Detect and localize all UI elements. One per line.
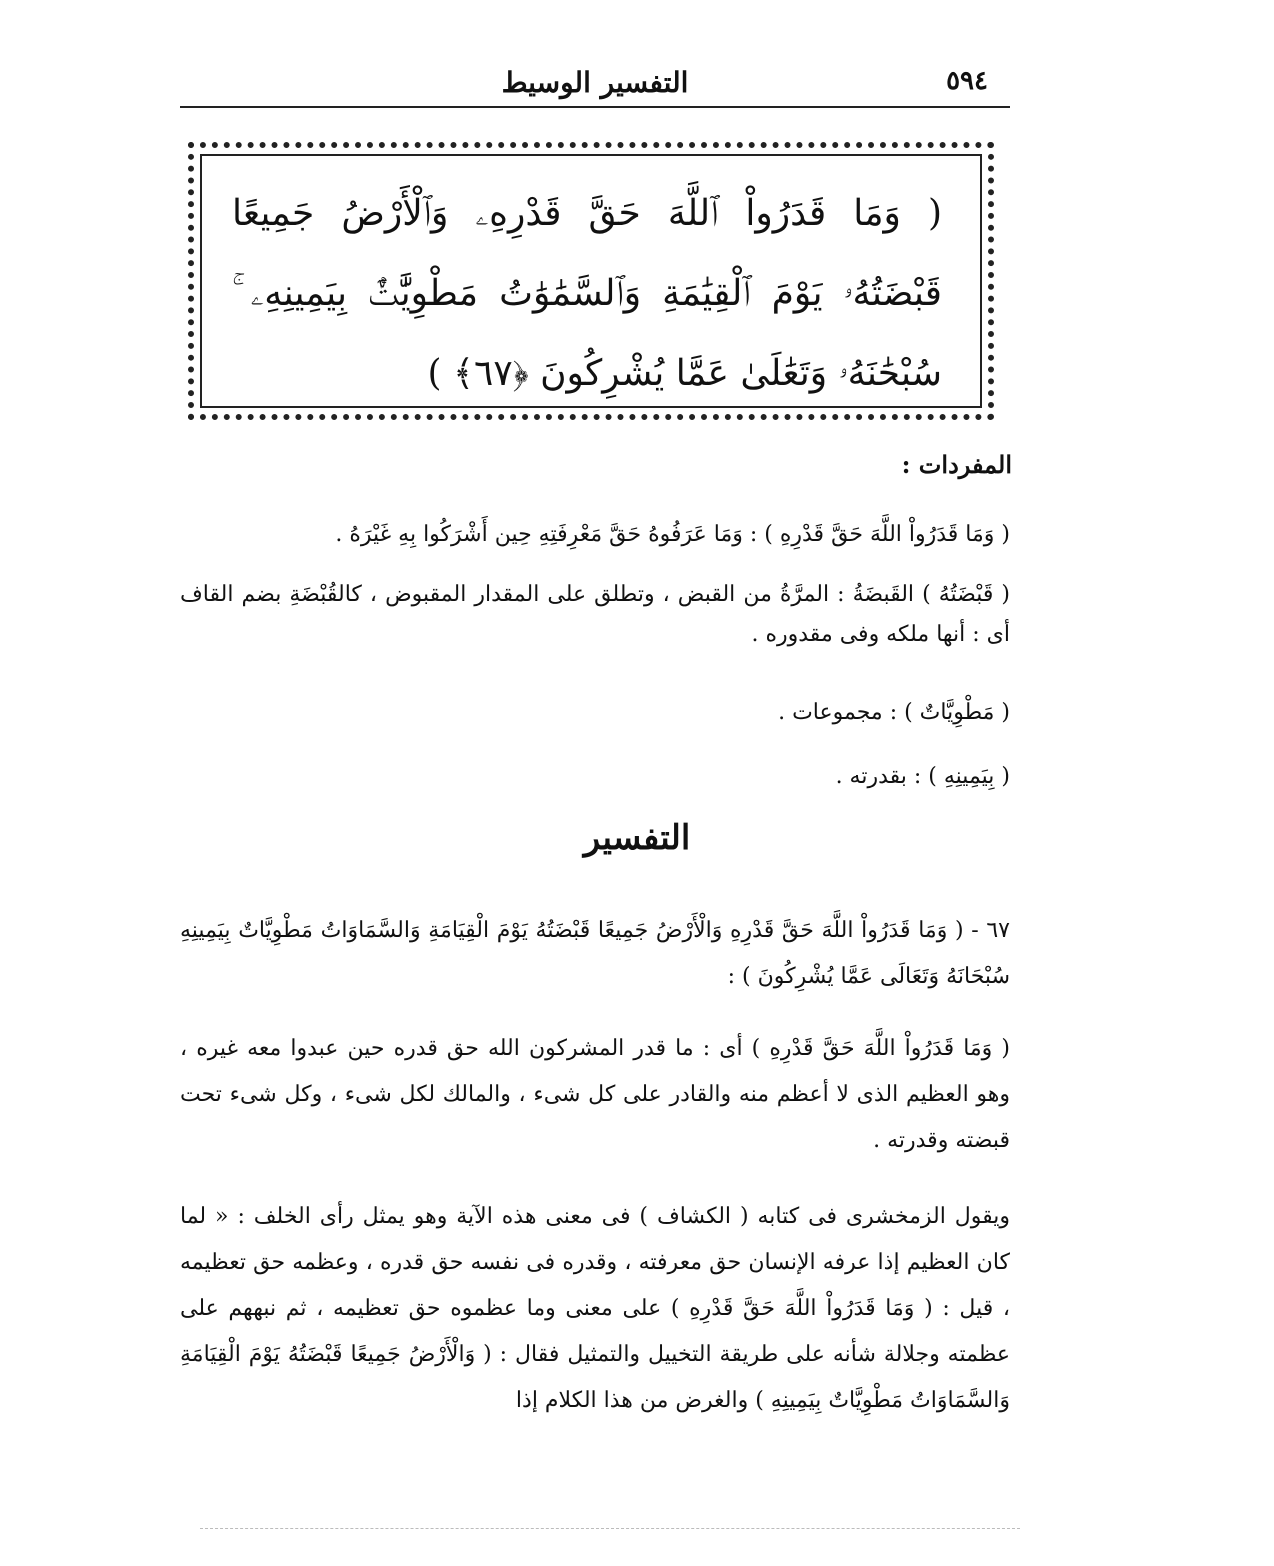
vocabulary-item: ( وَمَا قَدَرُواْ اللَّهَ حَقَّ قَدْرِهِ ) : وَمَا عَرَفُوهُ حَقَّ مَعْرِفَتِهِ حِين أَشْرَكُوا بِهِ غَيْرَهُ . xyxy=(335,522,1010,547)
page-number: ٥٩٤ xyxy=(946,66,988,96)
verse-frame xyxy=(188,142,994,420)
vocabulary-item: ( قَبْضَتُهُ ) القَبضَةُ : المرَّةُ من القبض ، وتطلق على المقدار المقبوض ، كالقُبْضَةِ بضم القاف أى : أنها ملكه وفى مقدوره . xyxy=(180,582,1010,647)
vocabulary-item: ( بِيَمِينِهِ ) : بقدرته . xyxy=(835,764,1010,789)
page-header xyxy=(180,62,1010,108)
tafsir-heading: التفسير xyxy=(583,818,691,858)
page-bottom-edge xyxy=(200,1528,1020,1530)
tafsir-paragraph: ويقول الزمخشرى فى كتابه ( الكشاف ) فى معنى هذه الآية وهو يمثل رأى الخلف : « لما كان العظيم إذا عرفه الإنسان حق معرفته ، وقدره فى نفسه حق قدره ، وعظمه حق تعظيمه ، قيل : ( وَمَا قَدَرُواْ اللَّهَ حَقَّ قَدْرِهِ ) على معنى وما عظموه حق تعظيمه ، ثم نبههم على عظمته وجلالة شأنه على طريقة التخييل والتمثيل فقال : ( وَالْأَرْضُ جَمِيعًا قَبْضَتُهُ يَوْمَ الْقِيَامَةِ وَالسَّمَاوَاتُ مَطْوِيَّاتٌ بِيَمِينِهِ ) والغرض من هذا الكلام إذا xyxy=(180,1204,1010,1413)
vocabulary-item: ( مَطْوِيَّاتٌ ) : مجموعات . xyxy=(778,700,1010,725)
tafsir-paragraph: ٦٧ - ( وَمَا قَدَرُواْ اللَّهَ حَقَّ قَدْرِهِ وَالْأَرْضُ جَمِيعًا قَبْضَتُهُ يَوْمَ الْقِيَامَةِ وَالسَّمَاوَاتُ مَطْوِيَّاتٌ بِيَمِينِهِ سُبْحَانَهُ وَتَعَالَى عَمَّا يُشْرِكُونَ ) : xyxy=(180,918,1010,989)
book-title: التفسير الوسيط xyxy=(501,66,689,99)
vocabulary-label: المفردات : xyxy=(901,450,1012,479)
tafsir-paragraph: ( وَمَا قَدَرُواْ اللَّهَ حَقَّ قَدْرِهِ ) أى : ما قدر المشركون الله حق قدره حين عبدوا معه غيره ، وهو العظيم الذى لا أعظم منه والقادر على كل شىء ، والمالك لكل شىء ، وكل شىء تحت قبضته وقدرته . xyxy=(180,1036,1010,1153)
header-rule xyxy=(180,106,1010,108)
verse-text: ( وَمَا قَدَرُواْ ٱللَّهَ حَقَّ قَدْرِهِۦ وَٱلْأَرْضُ جَمِيعًا قَبْضَتُهُۥ يَوْمَ ٱلْقِيَٰمَةِ وَٱلسَّمَٰوَٰتُ مَطْوِيَّٰتٌۢ بِيَمِينِهِۦ ۚ سُبْحَٰنَهُۥ وَتَعَٰلَىٰ عَمَّا يُشْرِكُونَ ﴿٦٧﴾ ) xyxy=(232,193,942,394)
